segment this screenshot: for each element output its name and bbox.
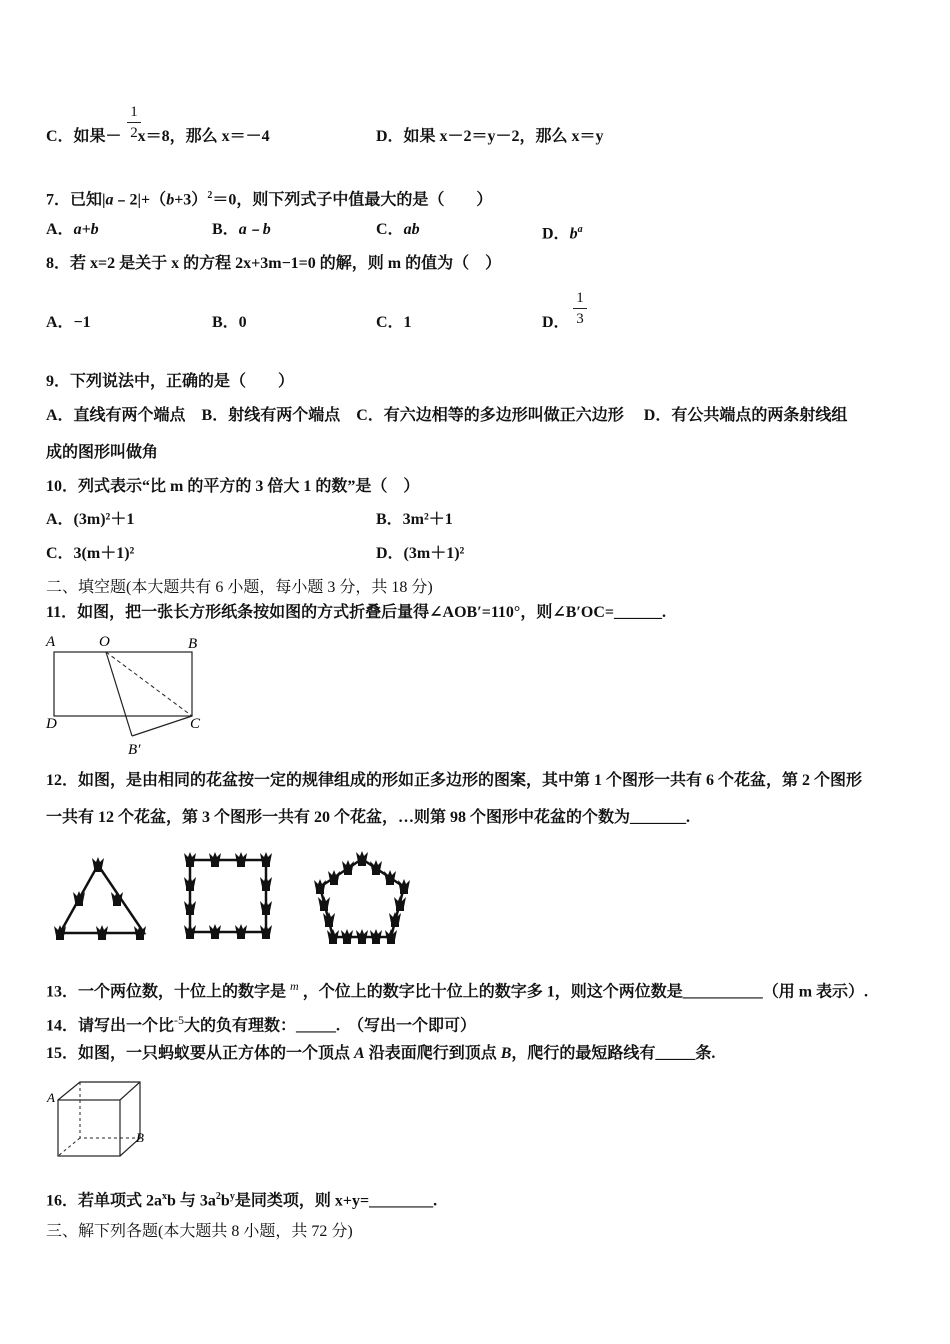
section-3-heading: 三、解下列各题(本大题共 8 小题，共 72 分) [46,1223,353,1240]
q10-option-b: B．3m²＋1 [376,511,453,528]
q15-label-b: B [136,1130,144,1145]
q12-figure-pentagon [314,851,410,944]
q11-fold-line [106,652,132,736]
q7-option-c: C．ab [376,221,420,238]
q16-stem: 16．若单项式 $2a^xb$ 与 $3a^2b^y$是同类项，则 x+y=________. [46,1191,438,1210]
q9-options-line1: A．直线有两个端点 B．射线有两个端点 C．有六边相等的多边形叫做正六边形 D．有公共端点的两条射线组 [46,407,848,424]
q13-stem: 13．一个两位数，十位上的数字是 $^m$ ，个位上的数字比十位上的数字多 1，则这个两位数是__________（用 m 表示）. [46,979,869,1001]
q8-option-c: C．1 [376,314,412,331]
q11-label-bprime: B′ [128,742,141,758]
q7-option-b: B．a﹣b [212,221,271,238]
q7-option-d: D．$b^a$ [542,224,583,243]
q11-bprime-c [132,716,192,736]
q8-d-fraction: 1 3 [573,290,587,327]
q8-option-b: B．0 [212,314,247,331]
q12-figure-square [184,852,272,939]
q11-label-a: A [46,634,56,650]
q11-label-b: B [188,636,198,652]
q7-stem: 7．已知$|a﹣2|+(b+3)^2=0$，则下列式子中值最大的是（ ） [46,190,493,209]
q6-c-fraction: 1 2 [127,104,141,141]
q11-figure [44,632,214,760]
q11-label-d: D [46,716,57,732]
q9-stem: 9．下列说法中，正确的是（ ） [46,373,295,390]
section-2-heading: 二、填空题(本大题共有 6 小题，每小题 3 分，共 18 分) [46,579,433,596]
q12-line1: 12．如图，是由相同的花盆按一定的规律组成的形如正多边形的图案，其中第 1 个图形一共有 6 个花盆，第 2 个图形 [46,772,863,789]
q11-label-c: C [190,716,201,732]
q9-options-line2: 成的图形叫做角 [46,444,159,461]
q14-stem: 14．请写出一个比$^{-5}$大的负有理数：_____. （写出一个即可） [46,1013,477,1035]
q12-figure-triangle [54,857,146,940]
q8-stem: 8．若 x=2 是关于 x 的方程 2x+3m−1=0 的解，则 m 的值为（ ） [46,255,502,272]
q11-stem: 11．如图，把一张长方形纸条按如图的方式折叠后量得∠AOB′=110°，则∠B′OC=______. [46,604,667,621]
q10-option-d: D．(3m＋1)² [376,545,465,562]
q15-label-a: A [47,1090,55,1105]
q12-line2: 一共有 12 个花盆，第 3 个图形一共有 20 个花盆，…则第 98 个图形中花盆的个数为_______. [46,809,691,826]
q10-stem: 10．列式表示“比 m 的平方的 3 倍大 1 的数”是（ ） [46,478,420,495]
q10-option-a: A．(3m)²＋1 [46,511,135,528]
q11-dashed-oc [106,652,192,716]
q8-option-a: A．−1 [46,314,91,331]
q15-stem: 15．如图，一只蚂蚁要从正方体的一个顶点 A 沿表面爬行到顶点 B，爬行的最短路线有_____条. [46,1045,716,1062]
q15-cube-figure [44,1080,154,1164]
q11-label-o: O [99,634,110,650]
q10-option-c: C．3(m＋1)² [46,545,135,562]
q8-option-d: D． [542,314,570,331]
q12-figures [44,845,424,955]
q6-option-d: D．如果 x－2＝y－2，那么 x＝y [376,128,604,145]
q6-option-c: C．如果－ x＝8，那么 x＝－4 [46,128,270,145]
q7-option-a: A．a+b [46,221,99,238]
